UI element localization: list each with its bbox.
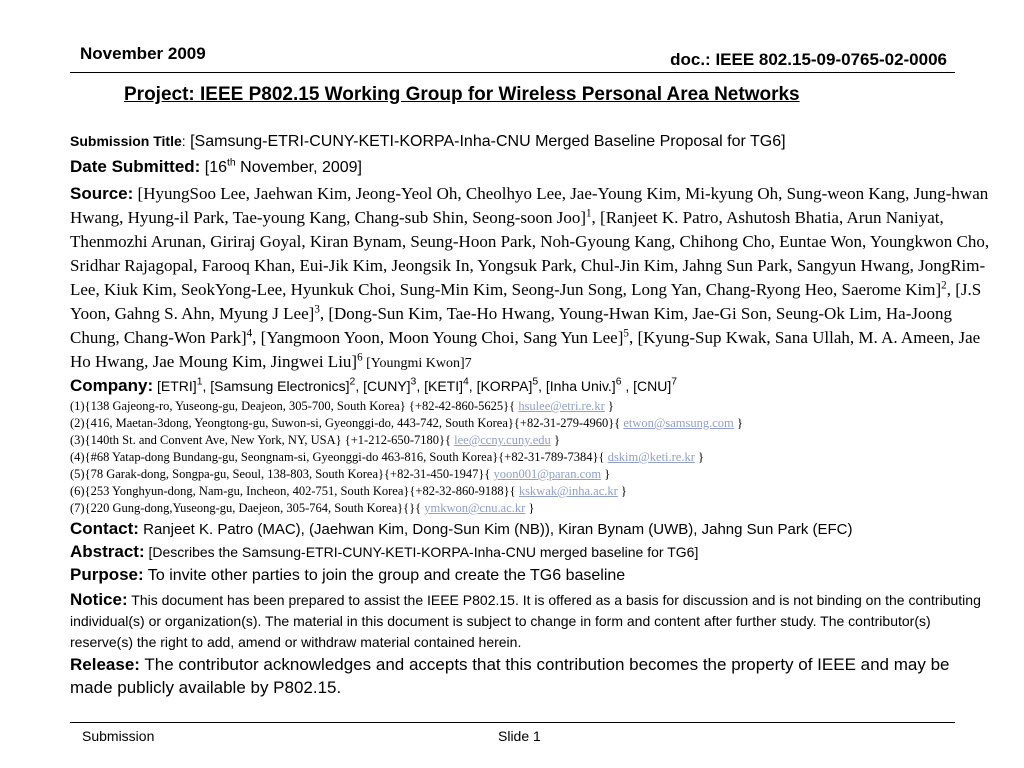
footer-submission: Submission <box>82 728 155 744</box>
source-sup-6: 6 <box>357 351 363 364</box>
address-item <box>70 466 990 483</box>
address-list <box>70 398 990 517</box>
contact-label: Contact: <box>70 519 139 538</box>
source-group-4: , [Dong-Sun Kim, Tae-Ho Hwang, Young-Hwan Kim, Jae-Gi Son, Seung-Ok Lim, Ha-Joong Chung, Chang-Won Park] <box>70 304 953 347</box>
date-submitted-pre: [16 <box>200 159 228 176</box>
company-sup-1: 1 <box>196 376 203 388</box>
source-sup-2: 2 <box>941 279 947 292</box>
address-tail: } <box>601 467 611 481</box>
company-4: , [KETI] <box>416 378 464 394</box>
source-group-1: [HyungSoo Lee, Jaehwan Kim, Jeong-Yeol Oh, Cheolhyo Lee, Jae-Young Kim, Mi-kyung Oh, Sung-weon Kang, Jung-hwan Hwang, Hyung-il Park, Tae-young Kang, Chang-sub Shin, Seong-soon Joo] <box>70 184 989 227</box>
submission-title-label: Submission Title <box>70 133 182 149</box>
company-label: Company: <box>70 376 154 395</box>
company-sup-3: 3 <box>410 376 417 388</box>
header-divider <box>70 72 955 73</box>
notice-value: This document has been prepared to assist the IEEE P802.15. It is offered as a basis for discussion and is not binding on the contributing individual(s) or organization(s). The material in this document is subject to change in form and content after further study. The contributor(s) reserve(s) the right to add, amend or withdraw material contained herein. <box>70 592 981 650</box>
release-label: Release: <box>70 655 140 674</box>
company-6: , [Inha Univ.] <box>538 378 616 394</box>
email-link[interactable]: dskim@keti.re.kr <box>607 450 695 464</box>
source-sup-3: 3 <box>314 303 320 316</box>
company-sup-5: 5 <box>532 376 539 388</box>
abstract-value: [Describes the Samsung-ETRI-CUNY-KETI-KORPA-Inha-CNU merged baseline for TG6] <box>144 544 699 560</box>
company-2: , [Samsung Electronics] <box>202 378 350 394</box>
date-submitted-post: November, 2009] <box>235 159 362 176</box>
contact-row <box>70 519 990 542</box>
address-item <box>70 500 990 517</box>
submission-title-value: [Samsung-ETRI-CUNY-KETI-KORPA-Inha-CNU Merged Baseline Proposal for TG6] <box>185 133 786 150</box>
address-text: (3){140th St. and Convent Ave, New York, NY, USA} {+1-212-650-7180}{ <box>70 433 455 447</box>
address-tail: } <box>604 399 614 413</box>
company-sup-6: 6 <box>615 376 622 388</box>
purpose-row <box>70 565 990 589</box>
address-item <box>70 415 990 432</box>
company-sup-7: 7 <box>671 376 678 388</box>
source-sup-1: 1 <box>586 207 592 220</box>
date-submitted-sup: th <box>227 157 236 169</box>
address-tail: } <box>733 416 743 430</box>
address-text: (4){#68 Yatap-dong Bundang-gu, Seongnam-si, Gyeonggi-do 463-816, South Korea}{+82-31-789-7384}{ <box>70 450 608 464</box>
address-item <box>70 432 990 449</box>
address-text: (7){220 Gung-dong,Yuseong-gu, Daejeon, 305-764, South Korea}{}{ <box>70 501 425 515</box>
email-link[interactable]: etwon@samsung.com <box>623 416 734 430</box>
company-row <box>70 376 990 398</box>
source-sup-4: 4 <box>246 327 253 340</box>
address-text: (5){78 Garak-dong, Songpa-gu, Seoul, 138-803, South Korea}{+82-31-450-1947}{ <box>70 467 494 481</box>
date-submitted-row <box>70 157 990 181</box>
company-sup-4: 4 <box>463 376 469 388</box>
contact-value: Ranjeet K. Patro (MAC), (Jaehwan Kim, Dong-Sun Kim (NB)), Kiran Bynam (UWB), Jahng Sun Park (EFC) <box>138 521 853 538</box>
project-title: Project: IEEE P802.15 Working Group for Wireless Personal Area Networks <box>124 84 800 105</box>
abstract-label: Abstract: <box>70 542 145 561</box>
address-item <box>70 483 990 500</box>
address-tail: } <box>617 484 627 498</box>
header-doc-id: doc.: IEEE 802.15-09-0765-02-0006 <box>670 50 947 69</box>
source-group-7: [Youngmi Kwon]7 <box>362 356 472 371</box>
footer-slide-number: Slide 1 <box>498 728 541 744</box>
notice-block <box>70 589 990 653</box>
company-3: , [CUNY] <box>355 378 411 394</box>
address-tail: } <box>694 450 705 464</box>
source-group-2: , [Ranjeet K. Patro, Ashutosh Bhatia, Arun Naniyat, Thenmozhi Arunan, Giriraj Goyal, Kiran Bynam, Seung-Hoon Park, Noh-Gyoung Kang, Chihong Cho, Euntae Won, Youngkwon Cho, Sridhar Rajagopal, Farooq Khan, Eui-Jik Kim, Jeongsik In, Yongsuk Park, Chul-Jin Kim, Jahng Sun Park, Sangyun Hwang, JongRim- Lee, Kiuk Kim, SeokYong-Lee, Hyunkuk Choi, Sung-Min Kim, Seong-Jun Song, Long Yan, Chang-Ryong Heo, Saerome Kim] <box>70 208 990 299</box>
submission-title-colon: : <box>181 133 186 149</box>
purpose-value: To invite other parties to join the group and create the TG6 baseline <box>143 567 626 584</box>
source-block <box>70 182 990 376</box>
cover-body <box>70 133 990 700</box>
date-submitted-label: Date Submitted: <box>70 157 201 176</box>
address-text: (2){416, Maetan-3dong, Yeongtong-gu, Suwon-si, Gyeonggi-do, 443-742, South Korea}{+82-31-279-4960}{ <box>70 416 624 430</box>
email-link[interactable]: hsulee@etri.re.kr <box>518 399 605 413</box>
email-link[interactable]: kskwak@inha.ac.kr <box>518 484 618 498</box>
address-item <box>70 398 990 415</box>
company-1: [ETRI] <box>153 378 197 394</box>
email-link[interactable]: ymkwon@cnu.ac.kr <box>424 501 526 515</box>
source-group-3: , [J.S Yoon, Gahng S. Ahn, Myung J Lee] <box>70 280 982 323</box>
address-text: (1){138 Gajeong-ro, Yuseong-gu, Deajeon, 305-700, South Korea} {+82-42-860-5625}{ <box>70 399 519 413</box>
source-group-5: , [Yangmoon Yoon, Moon Young Choi, Sang Yun Lee] <box>252 328 624 347</box>
source-sup-5: 5 <box>623 327 629 340</box>
notice-label: Notice: <box>70 590 128 609</box>
email-link[interactable]: lee@ccny.cuny.edu <box>454 433 551 447</box>
release-value: The contributor acknowledges and accepts that this contribution becomes the property of IEEE and may be made publicly available by P802.15. <box>70 655 950 697</box>
company-sup-2: 2 <box>349 376 356 388</box>
email-link[interactable]: yoon001@paran.com <box>493 467 602 481</box>
submission-title-row <box>70 133 990 157</box>
source-label: Source: <box>70 184 134 203</box>
footer-divider <box>70 722 955 723</box>
source-group-6: , [Kyung-Sup Kwak, Sana Ullah, M. A. Ameen, Jae Ho Hwang, Jae Moung Kim, Jingwei Liu] <box>70 328 981 371</box>
company-5: , [KORPA] <box>468 378 533 394</box>
header-date: November 2009 <box>80 44 206 63</box>
address-tail: } <box>525 501 535 515</box>
purpose-label: Purpose: <box>70 565 144 584</box>
abstract-row <box>70 542 990 565</box>
release-block <box>70 654 990 700</box>
address-item <box>70 449 990 466</box>
address-tail: } <box>550 433 560 447</box>
address-text: (6){253 Yonghyun-dong, Nam-gu, Incheon, 402-751, South Korea}{+82-32-860-9188}{ <box>70 484 519 498</box>
company-7: , [CNU] <box>621 378 672 394</box>
